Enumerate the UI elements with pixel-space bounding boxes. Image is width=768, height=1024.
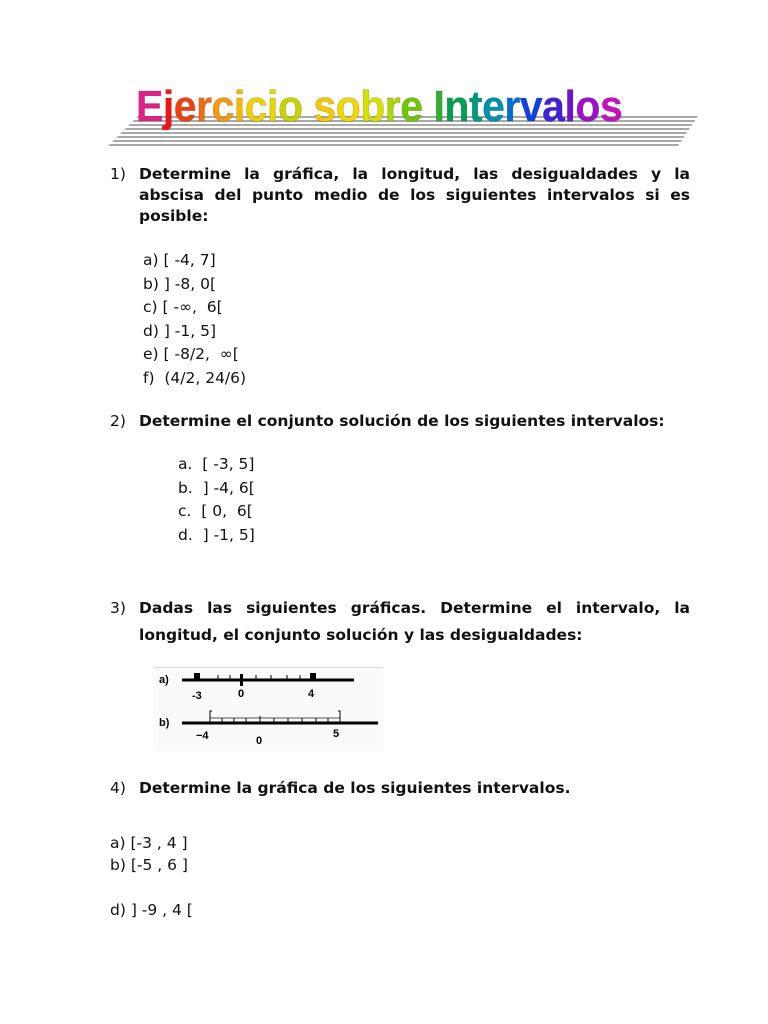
- tick-label: 0: [256, 735, 263, 747]
- question-4: [110, 778, 690, 799]
- title-letter: l: [564, 82, 576, 131]
- title-letter: b: [360, 82, 385, 131]
- question-text: Determine la gráfica, la longitud, las desigualdades y la abscisa del punto medio de los siguientes intervalos si es posible:: [139, 165, 690, 225]
- title-letter: i: [267, 82, 278, 131]
- title-letter: s: [313, 82, 336, 131]
- endpoint-closed-left: [194, 673, 200, 681]
- title-letter: I: [433, 82, 445, 131]
- endpoint-open-left: [210, 711, 212, 723]
- endpoint-open-right: [338, 711, 340, 723]
- question-number: 2): [110, 412, 126, 430]
- title-letter: i: [233, 82, 245, 131]
- tick-label: −4: [196, 730, 209, 742]
- title-letter: e: [400, 82, 423, 131]
- title-letter: r: [196, 82, 212, 131]
- title-banner: [108, 82, 698, 152]
- list-item: c. [ 0, 6[: [178, 502, 253, 520]
- question-number: 4): [110, 779, 126, 797]
- question-text: Determine el conjunto solución de los siguientes intervalos:: [139, 412, 665, 430]
- title-letter: o: [277, 82, 303, 131]
- title-letter: r: [504, 82, 520, 131]
- page-title: [136, 82, 622, 132]
- title-letter: e: [482, 82, 505, 131]
- question-text: Determine la gráfica de los siguientes intervalos.: [139, 779, 571, 797]
- title-letter: c: [244, 82, 268, 131]
- tick-label: 4: [308, 688, 315, 700]
- title-letter: s: [599, 82, 623, 131]
- tick-label: -3: [192, 690, 202, 702]
- question-4-list-bottom: [110, 899, 193, 923]
- list-item: d. ] -1, 5]: [178, 525, 255, 544]
- list-item: f) (4/2, 24/6): [143, 368, 247, 387]
- list-item: b. ] -4, 6[: [178, 478, 255, 497]
- title-letter: E: [136, 82, 163, 131]
- title-letter: [302, 82, 313, 131]
- list-item: d) ] -1, 5]: [143, 321, 217, 340]
- list-item: a) [ -4, 7]: [143, 251, 216, 269]
- question-2: [110, 411, 690, 432]
- question-text: Dadas las siguientes gráficas. Determine el intervalo, la longitud, el conjunto solución y las desigualdades:: [139, 599, 690, 644]
- zero-marker-a: [240, 674, 243, 686]
- title-letter: v: [519, 82, 543, 131]
- tick-label: 5: [333, 728, 340, 740]
- figure-label-b: b): [159, 717, 170, 729]
- list-item: a) [-3 , 4 ]: [110, 834, 188, 852]
- question-2-list: [178, 453, 255, 547]
- title-letter: a: [542, 82, 565, 131]
- question-3: [110, 595, 690, 649]
- title-letter: e: [173, 82, 197, 131]
- title-letter: j: [162, 82, 174, 131]
- question-number: 3): [110, 599, 126, 617]
- question-number: 1): [110, 165, 126, 183]
- question-4-list: [110, 832, 188, 876]
- title-letter: r: [384, 82, 401, 131]
- title-letter: o: [575, 82, 600, 131]
- list-item: b) [-5 , 6 ]: [110, 856, 188, 874]
- list-item: d) ] -9 , 4 [: [110, 901, 193, 919]
- figure-label-a: a): [159, 674, 169, 686]
- title-letter: [423, 82, 434, 131]
- list-item: c) [ -∞, 6[: [143, 298, 223, 316]
- question-1: [110, 164, 690, 227]
- tick-label: 0: [238, 688, 245, 700]
- title-letter: c: [211, 82, 234, 131]
- title-letter: o: [335, 82, 361, 131]
- list-item: e) [ -8/2, ∞[: [143, 345, 239, 363]
- title-letter: n: [444, 82, 469, 131]
- title-letter: t: [468, 82, 483, 131]
- question-1-list: [143, 249, 246, 390]
- list-item: a. [ -3, 5]: [178, 455, 255, 473]
- number-line-figure: [154, 667, 383, 751]
- list-item: b) ] -8, 0[: [143, 274, 217, 293]
- endpoint-closed-right: [310, 673, 316, 681]
